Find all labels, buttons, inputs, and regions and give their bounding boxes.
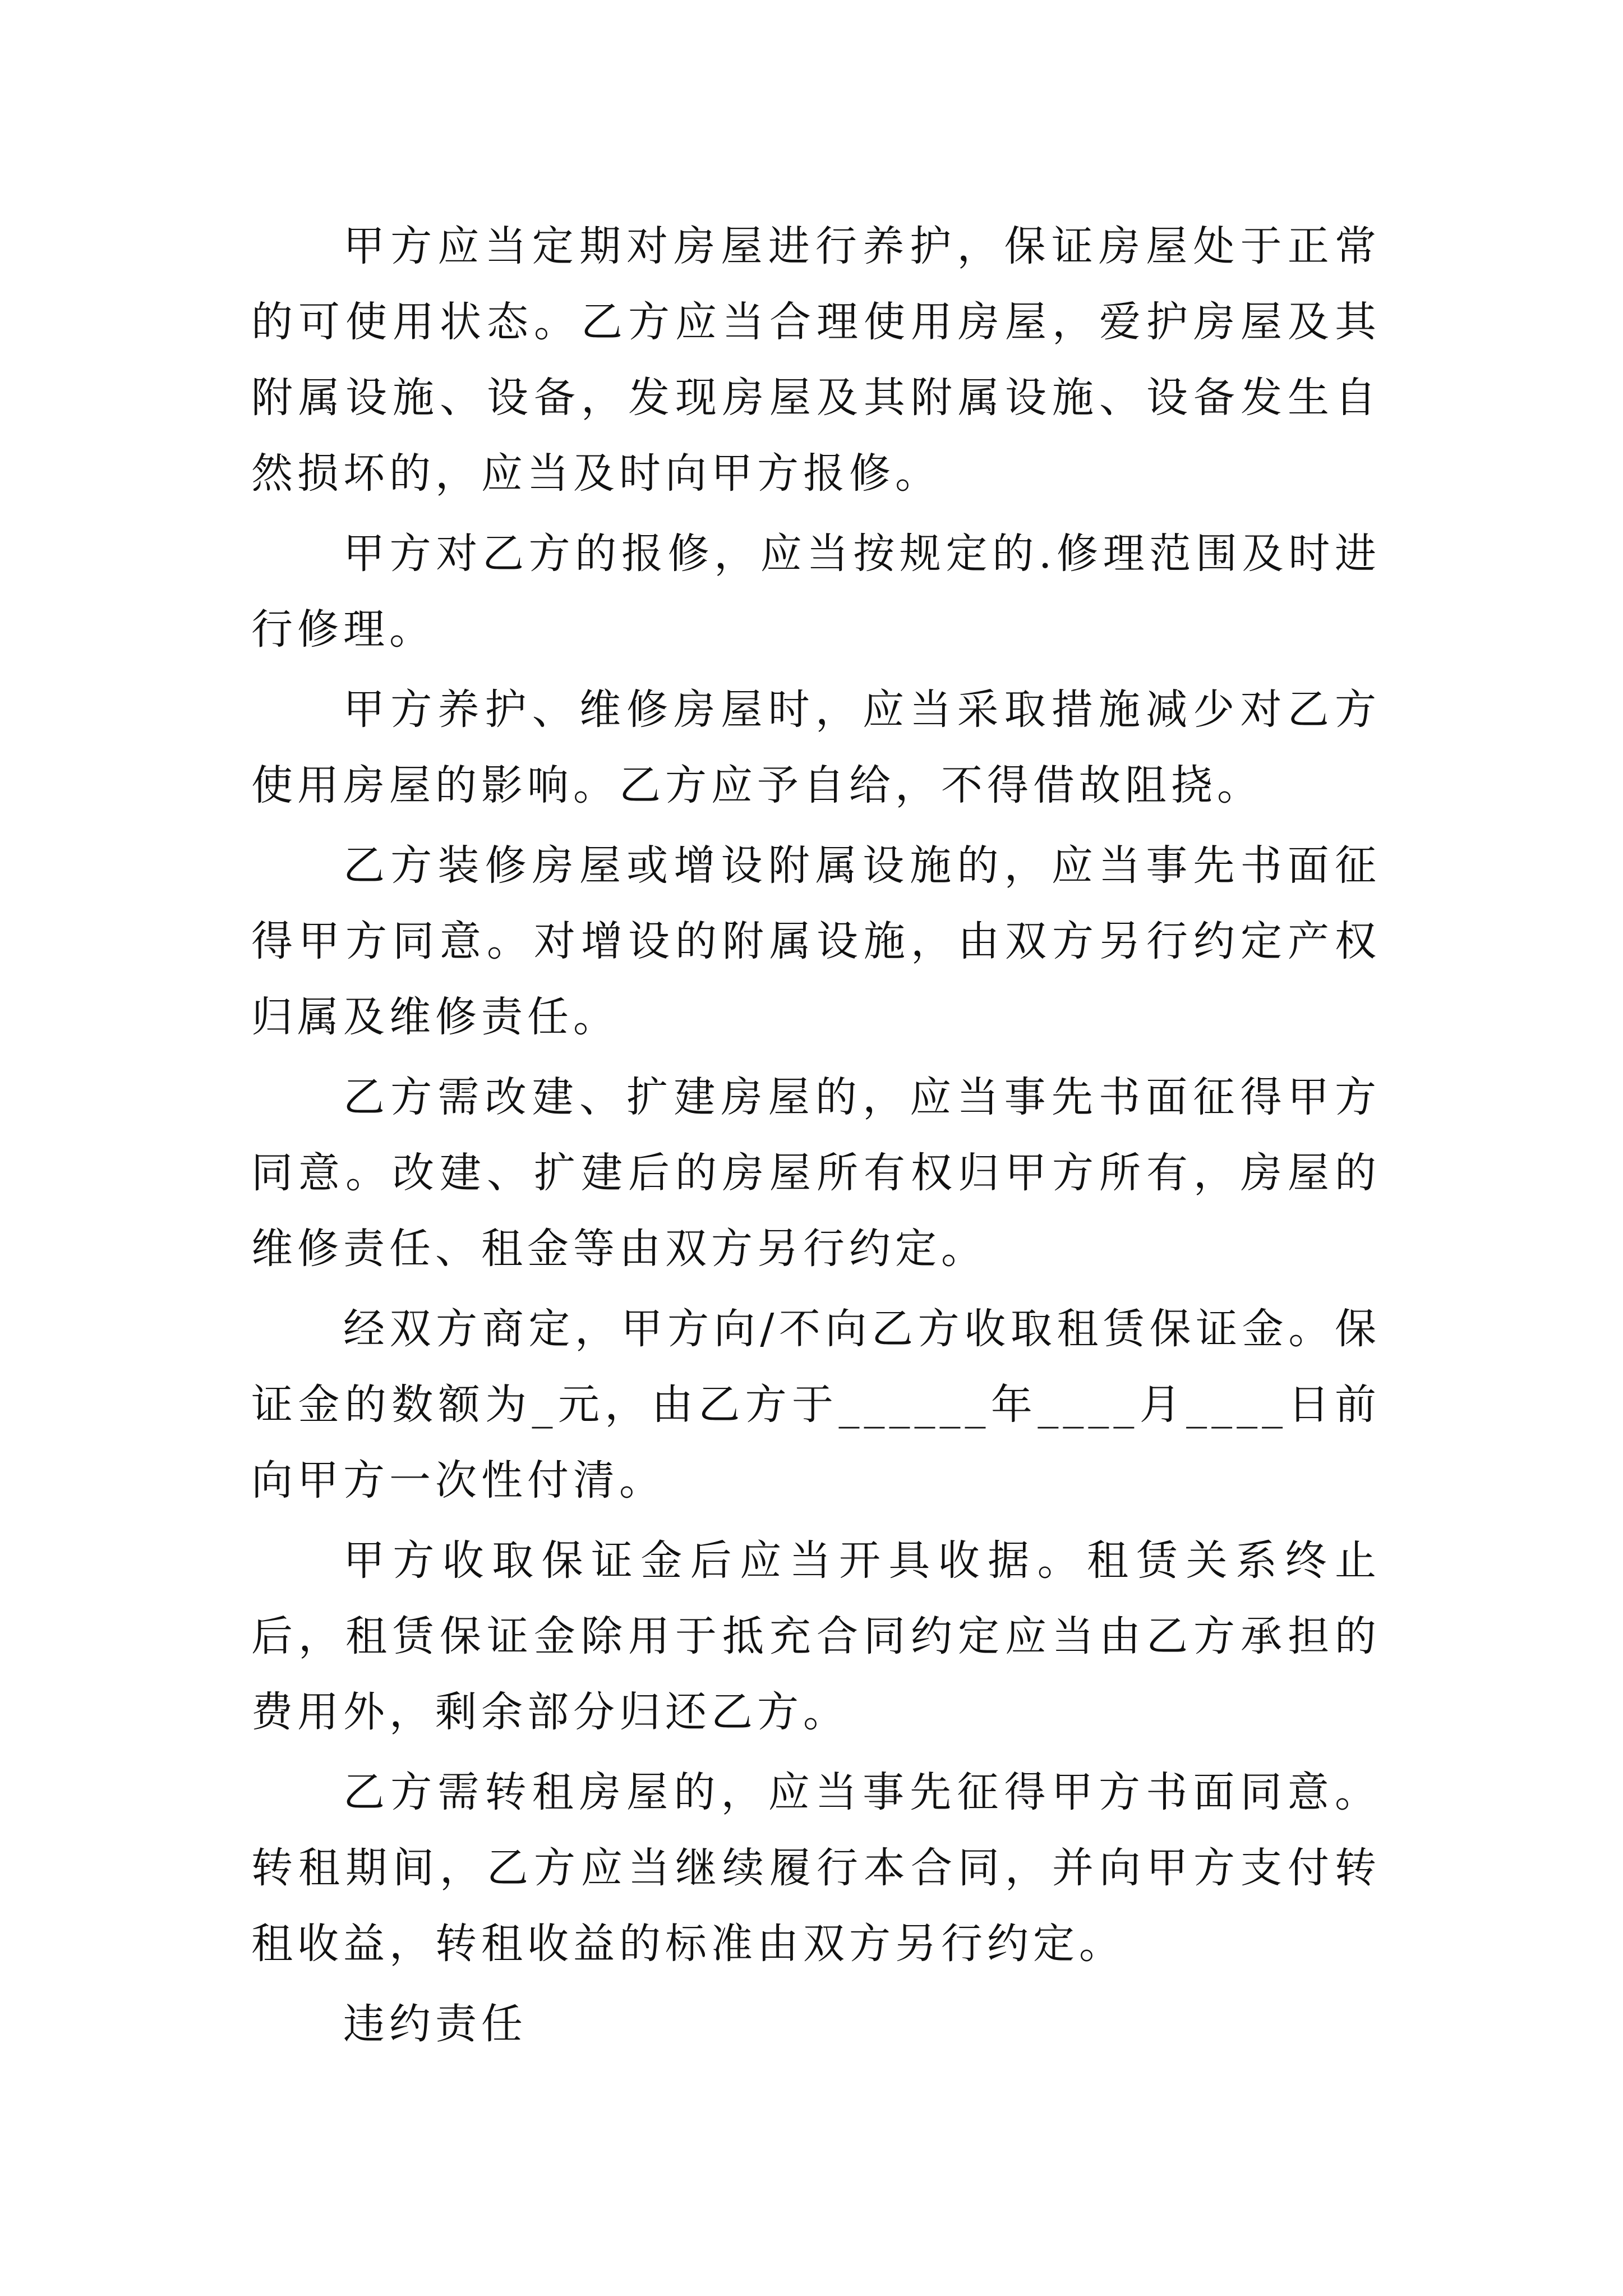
paragraph-decoration: 乙方装修房屋或增设附属设施的，应当事先书面征得甲方同意。对增设的附属设施，由双方另行约定产权归属及维修责任。 bbox=[251, 841, 1381, 1041]
paragraph-maintenance-impact: 甲方养护、维修房屋时，应当采取措施减少对乙方使用房屋的影响。乙方应予自给，不得借故阻挠。 bbox=[251, 685, 1381, 809]
paragraph-maintenance: 甲方应当定期对房屋进行养护，保证房屋处于正常的可使用状态。乙方应当合理使用房屋，爱护房屋及其附属设施、设备，发现房屋及其附属设施、设备发生自然损坏的，应当及时向甲方报修。 bbox=[251, 222, 1381, 498]
paragraph-deposit: 经双方商定，甲方向/不向乙方收取租赁保证金。保证金的数额为_元，由乙方于______年____月____日前向甲方一次性付清。 bbox=[251, 1305, 1381, 1504]
paragraph-renovation: 乙方需改建、扩建房屋的，应当事先书面征得甲方同意。改建、扩建后的房屋所有权归甲方所有，房屋的维修责任、租金等由双方另行约定。 bbox=[251, 1073, 1381, 1273]
paragraph-deposit-receipt: 甲方收取保证金后应当开具收据。租赁关系终止后，租赁保证金除用于抵充合同约定应当由乙方承担的费用外，剩余部分归还乙方。 bbox=[251, 1536, 1381, 1736]
document-body bbox=[251, 209, 1381, 2062]
paragraph-sublease: 乙方需转租房屋的，应当事先征得甲方书面同意。转租期间，乙方应当继续履行本合同，并向甲方支付转租收益，转租收益的标准由双方另行约定。 bbox=[251, 1768, 1381, 1968]
paragraph-repair: 甲方对乙方的报修，应当按规定的.修理范围及时进行修理。 bbox=[251, 530, 1381, 654]
section-heading-liability: 违约责任 bbox=[343, 2000, 527, 2048]
